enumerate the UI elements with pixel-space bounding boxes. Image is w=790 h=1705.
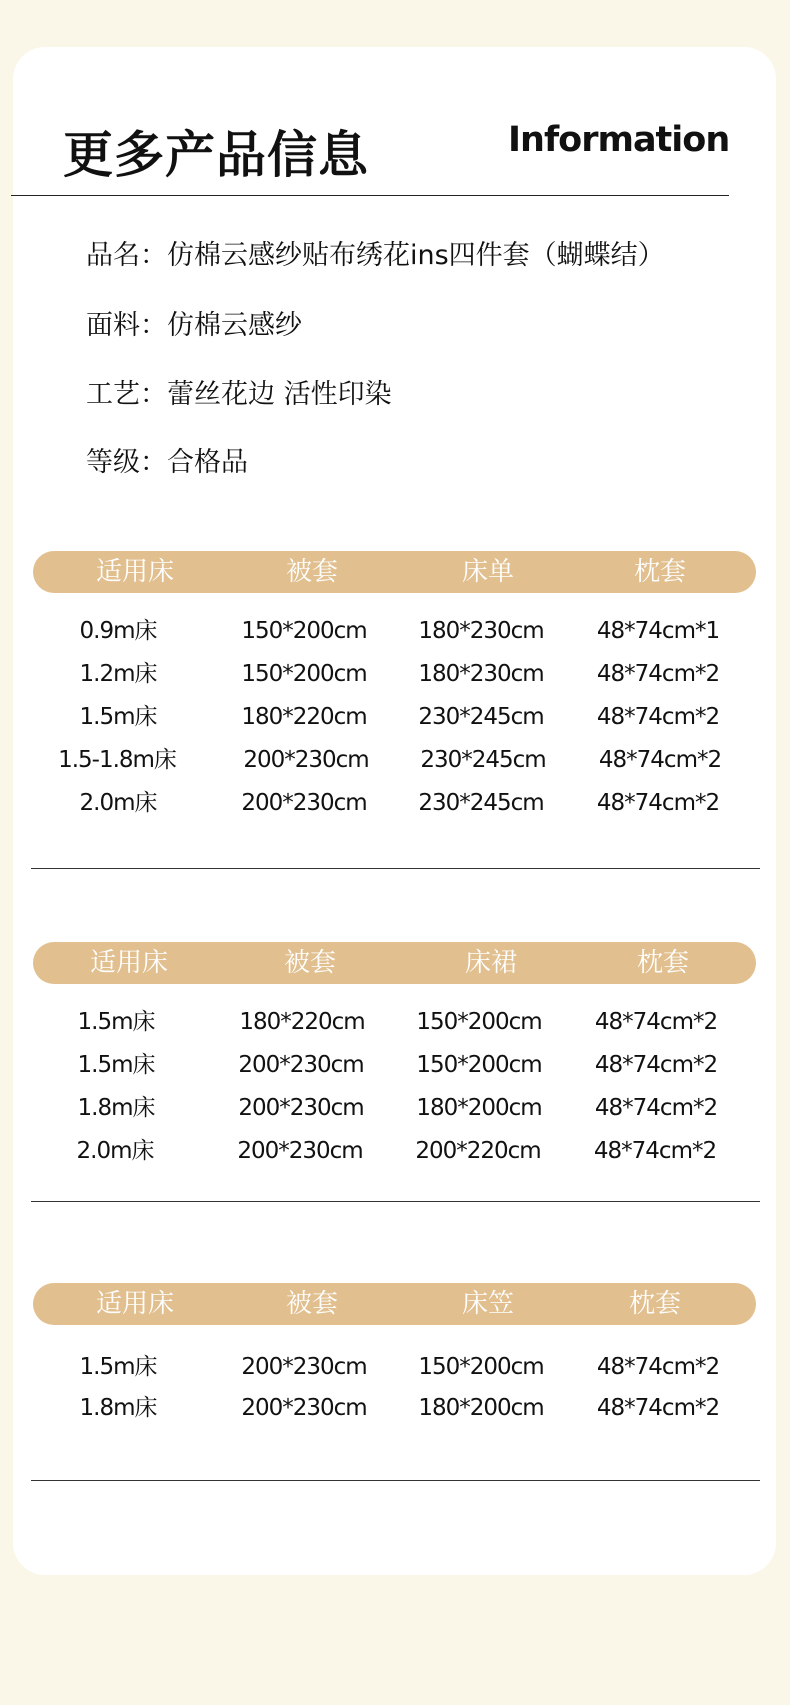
cell-bed-sheet: 180*230cm [418,618,544,644]
table-divider [31,868,760,869]
cell-pillowcase: 48*74cm*1 [596,618,720,644]
header-duvet-cover: 被套 [285,557,339,587]
cell-duvet-cover: 200*230cm [238,1095,364,1121]
cell-bed-sheet: 230*245cm [418,704,544,730]
cell-bed-skirt: 150*200cm [416,1009,542,1035]
info-row-fabric [86,303,302,342]
table-row [13,740,776,780]
product-info-card [13,47,776,1575]
cell-bed-size: 2.0m床 [79,790,157,816]
cell-bed-size: 2.0m床 [76,1138,154,1164]
info-value: 蕾丝花边 活性印染 [167,379,392,410]
table-row [13,1002,776,1042]
cell-duvet-cover: 200*230cm [241,1395,367,1421]
header-fitted-sheet: 床笠 [461,1289,515,1319]
header-pillowcase: 枕套 [633,557,687,587]
cell-pillowcase: 48*74cm*2 [596,1395,720,1421]
cell-duvet-cover: 200*230cm [243,747,369,773]
info-row-name [86,233,665,272]
info-value: 合格品 [167,447,248,478]
cell-bed-size: 1.5m床 [77,1009,155,1035]
cell-bed-size: 1.5m床 [79,704,157,730]
cell-pillowcase: 48*74cm*2 [594,1052,718,1078]
info-label: 等级： [86,447,167,478]
cell-fitted-sheet: 180*200cm [418,1395,544,1421]
cell-pillowcase: 48*74cm*2 [593,1138,717,1164]
info-row-grade [86,440,248,479]
cell-pillowcase: 48*74cm*2 [598,747,722,773]
table-row [13,1131,776,1171]
cell-pillowcase: 48*74cm*2 [594,1009,718,1035]
header-bed-sheet: 床单 [461,557,515,587]
header-bed-size: 适用床 [95,557,175,587]
cell-duvet-cover: 200*230cm [241,1354,367,1380]
info-value: 仿棉云感纱贴布绣花ins四件套（蝴蝶结） [167,240,665,271]
size-table-3-header [33,1283,756,1325]
page-title: 更多产品信息 [63,126,369,184]
cell-pillowcase: 48*74cm*2 [596,790,720,816]
cell-duvet-cover: 200*230cm [237,1138,363,1164]
page-title-english: Information [508,120,730,160]
table-row [13,1088,776,1128]
info-row-craft [86,372,392,411]
cell-pillowcase: 48*74cm*2 [596,661,720,687]
info-label: 面料： [86,310,167,341]
cell-bed-size: 1.5m床 [79,1354,157,1380]
cell-bed-size: 1.2m床 [79,661,157,687]
cell-bed-size: 1.8m床 [77,1095,155,1121]
table-row [13,697,776,737]
cell-pillowcase: 48*74cm*2 [596,704,720,730]
header-bed-size: 适用床 [89,948,169,978]
cell-bed-size: 0.9m床 [79,618,157,644]
cell-bed-size: 1.5m床 [77,1052,155,1078]
header-bed-skirt: 床裙 [464,948,518,978]
cell-duvet-cover: 150*200cm [241,661,367,687]
size-table-2-header [33,942,756,984]
table-row [13,783,776,823]
table-divider [31,1480,760,1481]
cell-fitted-sheet: 150*200cm [418,1354,544,1380]
cell-duvet-cover: 150*200cm [241,618,367,644]
table-row [13,1388,776,1428]
cell-bed-skirt: 200*220cm [415,1138,541,1164]
title-divider [11,195,729,196]
cell-bed-skirt: 150*200cm [416,1052,542,1078]
info-label: 品名： [86,240,167,271]
table-row [13,654,776,694]
header-bed-size: 适用床 [95,1289,175,1319]
header-duvet-cover: 被套 [283,948,337,978]
header-duvet-cover: 被套 [285,1289,339,1319]
cell-bed-size: 1.8m床 [79,1395,157,1421]
table-row [13,1347,776,1387]
table-row [13,611,776,651]
header-pillowcase: 枕套 [628,1289,682,1319]
cell-duvet-cover: 180*220cm [239,1009,365,1035]
cell-bed-sheet: 230*245cm [418,790,544,816]
cell-duvet-cover: 200*230cm [241,790,367,816]
cell-bed-sheet: 230*245cm [420,747,546,773]
cell-pillowcase: 48*74cm*2 [594,1095,718,1121]
cell-duvet-cover: 180*220cm [241,704,367,730]
cell-bed-skirt: 180*200cm [416,1095,542,1121]
cell-pillowcase: 48*74cm*2 [596,1354,720,1380]
table-divider [31,1201,760,1202]
cell-bed-sheet: 180*230cm [418,661,544,687]
info-value: 仿棉云感纱 [167,310,302,341]
table-row [13,1045,776,1085]
info-label: 工艺： [86,379,167,410]
size-table-1-header [33,551,756,593]
header-pillowcase: 枕套 [636,948,690,978]
cell-bed-size: 1.5-1.8m床 [58,747,176,773]
cell-duvet-cover: 200*230cm [238,1052,364,1078]
